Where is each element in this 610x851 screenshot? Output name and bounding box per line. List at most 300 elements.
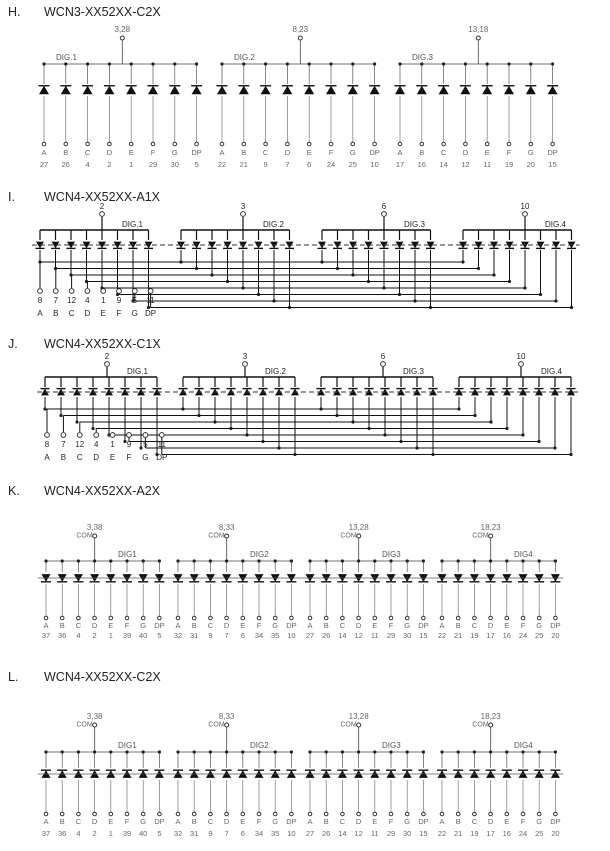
segment-pin-number: 30 <box>170 160 179 169</box>
segment-pin-terminal <box>521 812 525 816</box>
segment-letter-label: C <box>207 817 214 826</box>
segment-diode <box>370 86 380 95</box>
segment-pin-number: 34 <box>254 631 264 640</box>
segment-letter-label: B <box>63 148 69 157</box>
segment-pin-number: 21 <box>454 829 463 838</box>
segment-pin-number: 12 <box>67 296 77 305</box>
segment-pin-number: 20 <box>551 829 560 838</box>
digit-label: DIG.4 <box>545 220 566 229</box>
bus-junction <box>61 750 64 753</box>
bus-junction <box>176 750 179 753</box>
com-word-label: COM <box>76 721 93 729</box>
segment-pin-terminal <box>257 812 261 816</box>
segment-letter-label: F <box>520 621 526 630</box>
segment-pin-number: 25 <box>535 631 544 640</box>
segment-pin-number: 7 <box>224 631 229 640</box>
segment-letter-label: E <box>128 148 134 157</box>
segment-letter-label: F <box>256 817 262 826</box>
com-pin-label: 2 <box>99 202 105 211</box>
com-terminal <box>225 723 229 727</box>
bus-junction <box>125 750 128 753</box>
segment-pin-terminal <box>489 616 493 620</box>
segment-diode <box>61 86 71 95</box>
segment-letter-label: E <box>484 148 490 157</box>
segment-letter-label: D <box>487 817 494 826</box>
segment-diode <box>395 86 405 95</box>
segment-pin-number: 5 <box>143 440 148 449</box>
bus-junction <box>290 559 293 562</box>
segment-pin-number: 32 <box>173 631 183 640</box>
com-terminal <box>357 534 361 538</box>
segment-letter-label: B <box>323 817 329 826</box>
bus-junction <box>176 559 179 562</box>
com-terminal <box>100 212 105 217</box>
bus-junction <box>257 750 260 753</box>
bus-junction <box>241 559 244 562</box>
segment-pin-number: 22 <box>437 829 447 838</box>
section-l-letter: L. <box>8 670 19 684</box>
segment-pin-number: 20 <box>526 160 535 169</box>
segment-pin-number: 1 <box>108 631 113 640</box>
segment-pin-number: 25 <box>348 160 357 169</box>
segment-pin-terminal <box>442 142 446 146</box>
bus-junction <box>225 559 228 562</box>
rail-junction <box>75 420 78 423</box>
com-terminal <box>382 212 387 217</box>
com-pin-label: 10 <box>516 352 526 361</box>
segment-letter-label: D <box>355 621 362 630</box>
segment-pin-number: 10 <box>287 631 296 640</box>
segment-pin-number: 9 <box>263 160 268 169</box>
digit-label: DIG.1 <box>127 367 148 376</box>
segment-pin-number: 11 <box>157 440 166 449</box>
segment-diode <box>148 86 158 95</box>
segment-pin-terminal <box>456 812 460 816</box>
bus-junction <box>108 62 111 65</box>
bus-junction <box>373 750 376 753</box>
bus-junction <box>551 62 554 65</box>
segment-pin-number: 24 <box>518 829 528 838</box>
bus-junction <box>389 750 392 753</box>
segment-letter-label: C <box>75 621 82 630</box>
segment-letter-label: C <box>75 817 82 826</box>
bus-junction <box>457 559 460 562</box>
section-h-letter: H. <box>8 5 21 19</box>
digit-label: DIG.1 <box>122 220 143 229</box>
segment-pin-number: 32 <box>173 829 183 838</box>
segment-pin-terminal <box>373 616 377 620</box>
segment-pin-number: 2 <box>92 631 97 640</box>
segment-pin-terminal <box>505 616 509 620</box>
segment-letter-label: G <box>131 309 138 318</box>
segment-pin-terminal <box>554 812 558 816</box>
segment-pin-terminal <box>485 142 489 146</box>
segment-pin-number: 39 <box>122 631 132 640</box>
segment-diode <box>439 86 449 95</box>
segment-pin-terminal <box>473 812 477 816</box>
segment-pin-number: 29 <box>148 160 158 169</box>
segment-pin-terminal <box>117 289 122 294</box>
segment-letter-label: DP <box>286 621 297 630</box>
segment-pin-terminal <box>341 812 345 816</box>
segment-pin-terminal <box>141 812 145 816</box>
segment-pin-terminal <box>77 812 81 816</box>
segment-pin-number: 19 <box>504 160 514 169</box>
segment-pin-number: 25 <box>535 829 544 838</box>
bus-junction <box>554 559 557 562</box>
bus-junction <box>64 62 67 65</box>
segment-diode <box>526 86 536 95</box>
segment-pin-terminal <box>473 616 477 620</box>
segment-letter-label: A <box>37 309 43 318</box>
segment-pin-terminal <box>109 812 113 816</box>
bus-junction <box>398 62 401 65</box>
segment-pin-number: 14 <box>338 631 347 640</box>
segment-pin-number: 29 <box>386 829 396 838</box>
segment-pin-terminal <box>440 812 444 816</box>
segment-pin-number: 6 <box>307 160 312 169</box>
segment-letter-label: F <box>520 817 526 826</box>
bus-junction <box>420 62 423 65</box>
segment-diode <box>261 86 271 95</box>
segment-pin-terminal <box>264 142 268 146</box>
bus-junction <box>308 750 311 753</box>
segment-letter-label: G <box>527 148 534 157</box>
bus-junction <box>142 559 145 562</box>
segment-letter-label: B <box>241 148 247 157</box>
segment-pin-terminal <box>44 812 48 816</box>
segment-diode <box>217 86 227 95</box>
segment-pin-terminal <box>554 616 558 620</box>
digit-label: DIG.3 <box>404 220 425 229</box>
segment-pin-number: 10 <box>287 829 296 838</box>
segment-pin-terminal <box>273 616 277 620</box>
segment-pin-terminal <box>42 142 46 146</box>
segment-pin-number: 2 <box>92 829 97 838</box>
segment-pin-number: 9 <box>126 440 132 449</box>
com-pin-label: 13,28 <box>348 712 369 721</box>
digit-label: DIG3 <box>382 741 401 750</box>
segment-pin-terminal <box>273 812 277 816</box>
com-pin-label: 8,33 <box>218 712 235 721</box>
bus-junction <box>290 750 293 753</box>
segment-letter-label: G <box>536 817 543 826</box>
segment-letter-label: G <box>536 621 543 630</box>
bus-junction <box>329 62 332 65</box>
segment-pin-terminal <box>341 616 345 620</box>
segment-pin-terminal <box>173 142 177 146</box>
bus-junction <box>505 559 508 562</box>
bus-junction <box>473 750 476 753</box>
section-j-title: WCN4-XX52XX-C1X <box>44 337 161 351</box>
segment-letter-label: F <box>256 621 262 630</box>
segment-pin-number: 35 <box>271 631 280 640</box>
segment-pin-number: 36 <box>58 631 67 640</box>
segment-pin-number: 7 <box>224 829 229 838</box>
segment-pin-terminal <box>241 616 245 620</box>
digit-label: DIG.2 <box>234 53 255 62</box>
rail-junction <box>91 427 94 430</box>
digit-label: DIG.4 <box>541 367 562 376</box>
com-terminal <box>105 362 110 367</box>
segment-pin-number: 14 <box>338 829 347 838</box>
segment-letter-label: A <box>175 621 181 630</box>
segment-letter-label: C <box>76 453 83 462</box>
segment-pin-terminal <box>148 289 153 294</box>
segment-pin-terminal <box>110 433 115 438</box>
com-pin-label: 3,38 <box>86 523 103 532</box>
segment-letter-label: B <box>59 621 65 630</box>
segment-pin-number: 22 <box>217 160 227 169</box>
bus-junction <box>193 559 196 562</box>
com-pin-label: 18,23 <box>480 712 501 721</box>
segment-pin-terminal <box>85 289 90 294</box>
bus-junction <box>93 559 96 562</box>
com-pin-label: 6 <box>380 352 386 361</box>
segment-pin-number: 36 <box>58 829 67 838</box>
segment-pin-terminal <box>143 433 148 438</box>
segment-letter-label: DP <box>550 621 561 630</box>
segment-letter-label: A <box>43 817 49 826</box>
segment-pin-number: 12 <box>75 440 85 449</box>
rail-junction <box>59 414 62 417</box>
segment-pin-terminal <box>420 142 424 146</box>
segment-pin-number: 4 <box>85 160 90 169</box>
segment-pin-terminal <box>521 616 525 620</box>
segment-pin-terminal <box>209 616 213 620</box>
bus-junction <box>422 559 425 562</box>
segment-pin-terminal <box>357 812 361 816</box>
section-k-title: WCN4-XX52XX-A2X <box>44 484 161 498</box>
segment-pin-terminal <box>129 142 133 146</box>
com-terminal <box>381 362 386 367</box>
segment-letter-label: E <box>372 817 378 826</box>
segment-letter-label: DP <box>286 817 297 826</box>
segment-letter-label: D <box>93 453 100 462</box>
segment-diode <box>417 86 427 95</box>
bus-junction <box>151 62 154 65</box>
segment-letter-label: D <box>223 621 230 630</box>
segment-pin-terminal <box>308 812 312 816</box>
bus-junction <box>505 750 508 753</box>
segment-pin-number: 9 <box>208 631 213 640</box>
segment-pin-terminal <box>86 142 90 146</box>
bus-junction <box>457 750 460 753</box>
segment-letter-label: DP <box>154 621 165 630</box>
segment-letter-label: DP <box>418 621 429 630</box>
bus-junction <box>142 750 145 753</box>
segment-pin-number: 2 <box>107 160 112 169</box>
bus-junction <box>489 559 492 562</box>
segment-pin-terminal <box>108 142 112 146</box>
segment-pin-number: 37 <box>41 829 51 838</box>
segment-pin-number: 4 <box>93 440 99 449</box>
bus-junction <box>464 62 467 65</box>
segment-letter-label: D <box>284 148 291 157</box>
segment-letter-label: A <box>175 817 181 826</box>
segment-pin-terminal <box>373 812 377 816</box>
segment-pin-number: 19 <box>470 829 479 838</box>
section-i-letter: I. <box>8 190 15 204</box>
bus-junction <box>538 750 541 753</box>
bus-junction <box>274 750 277 753</box>
segment-pin-number: 7 <box>61 440 66 449</box>
segment-pin-terminal <box>151 142 155 146</box>
segment-letter-label: B <box>455 621 461 630</box>
segment-pin-terminal <box>324 812 328 816</box>
bus-junction <box>257 559 260 562</box>
segment-pin-number: 1 <box>108 829 113 838</box>
segment-diode <box>504 86 514 95</box>
segment-pin-terminal <box>505 812 509 816</box>
segment-diode <box>282 86 292 95</box>
segment-pin-number: 7 <box>285 160 290 169</box>
segment-pin-terminal <box>132 289 137 294</box>
section-h-title: WCN3-XX52XX-C2X <box>44 5 161 19</box>
segment-pin-number: 11 <box>370 631 379 640</box>
segment-letter-label: F <box>124 817 130 826</box>
bus-junction <box>521 750 524 753</box>
bus-junction <box>357 750 360 753</box>
segment-pin-number: 40 <box>139 829 148 838</box>
segment-pin-terminal <box>351 142 355 146</box>
bus-junction <box>473 559 476 562</box>
segment-letter-label: F <box>328 148 334 157</box>
segment-pin-terminal <box>44 616 48 620</box>
segment-letter-label: A <box>44 453 50 462</box>
segment-letter-label: G <box>140 817 147 826</box>
segment-letter-label: A <box>41 148 47 157</box>
segment-pin-terminal <box>373 142 377 146</box>
segment-letter-label: A <box>397 148 403 157</box>
segment-pin-terminal <box>125 616 129 620</box>
com-pin-label: 10 <box>520 202 530 211</box>
com-pin-label: 2 <box>104 352 110 361</box>
segment-pin-number: 9 <box>116 296 122 305</box>
com-pin-label: 18,23 <box>480 523 501 532</box>
com-pin-label: 13,18 <box>468 25 489 34</box>
segment-pin-number: 21 <box>239 160 248 169</box>
segment-letter-label: E <box>100 309 106 318</box>
segment-letter-label: F <box>150 148 156 157</box>
com-pin-label: 8,33 <box>218 523 235 532</box>
com-terminal <box>489 534 493 538</box>
bus-junction <box>86 62 89 65</box>
rail-junction <box>43 407 46 410</box>
segment-letter-label: G <box>272 621 279 630</box>
bus-junction <box>554 750 557 753</box>
segment-pin-terminal <box>77 433 82 438</box>
segment-letter-label: B <box>419 148 425 157</box>
segment-diode <box>326 86 336 95</box>
com-word-label: COM <box>208 532 225 540</box>
segment-pin-terminal <box>93 616 97 620</box>
digit-label: DIG2 <box>250 741 269 750</box>
segment-pin-terminal <box>60 616 64 620</box>
segment-pin-number: 8 <box>37 296 43 305</box>
segment-pin-terminal <box>290 812 294 816</box>
segment-pin-number: 1 <box>100 296 106 305</box>
segment-pin-terminal <box>60 812 64 816</box>
segment-pin-terminal <box>290 616 294 620</box>
segment-letter-label: B <box>191 621 197 630</box>
bus-junction <box>264 62 267 65</box>
bus-junction <box>325 559 328 562</box>
segment-pin-number: 16 <box>417 160 426 169</box>
bus-junction <box>241 750 244 753</box>
segment-pin-number: 15 <box>548 160 557 169</box>
segment-letter-label: A <box>219 148 225 157</box>
segment-pin-terminal <box>195 142 199 146</box>
segment-letter-label: G <box>140 621 147 630</box>
segment-diode <box>170 86 180 95</box>
segment-pin-number: 4 <box>85 296 90 305</box>
segment-letter-label: DP <box>191 148 202 157</box>
segment-pin-number: 29 <box>386 631 396 640</box>
segment-letter-label: B <box>53 309 59 318</box>
bus-junction <box>225 750 228 753</box>
segment-pin-terminal <box>357 616 361 620</box>
segment-pin-terminal <box>45 433 50 438</box>
com-terminal <box>523 212 528 217</box>
bus-junction <box>440 750 443 753</box>
segment-pin-terminal <box>405 812 409 816</box>
segment-pin-terminal <box>77 616 81 620</box>
segment-letter-label: A <box>307 621 313 630</box>
com-terminal <box>225 534 229 538</box>
bus-junction <box>389 559 392 562</box>
com-terminal <box>241 212 246 217</box>
com-pin-label: 3,28 <box>114 25 131 34</box>
segment-letter-label: A <box>43 621 49 630</box>
segment-pin-number: 17 <box>486 829 495 838</box>
segment-pin-number: 31 <box>190 829 199 838</box>
segment-pin-number: 17 <box>395 160 405 169</box>
bus-junction <box>93 750 96 753</box>
segment-letter-label: G <box>142 453 149 462</box>
segment-letter-label: C <box>471 817 478 826</box>
segment-pin-number: 5 <box>194 160 199 169</box>
bus-junction <box>109 559 112 562</box>
com-pin-label: 3 <box>240 202 246 211</box>
segment-letter-label: DP <box>154 817 165 826</box>
segment-pin-number: 14 <box>439 160 448 169</box>
bus-junction <box>440 559 443 562</box>
segment-letter-label: A <box>307 817 313 826</box>
segment-pin-number: 19 <box>470 631 479 640</box>
rail-junction <box>139 446 142 449</box>
segment-pin-terminal <box>422 812 426 816</box>
com-terminal <box>93 534 97 538</box>
segment-pin-terminal <box>225 616 229 620</box>
com-terminal <box>489 723 493 727</box>
bus-junction <box>173 62 176 65</box>
segment-pin-terminal <box>329 142 333 146</box>
segment-pin-terminal <box>209 812 213 816</box>
segment-letter-label: DP <box>156 453 168 462</box>
bus-junction <box>61 559 64 562</box>
segment-letter-label: D <box>106 148 113 157</box>
bus-junction <box>529 62 532 65</box>
bus-junction <box>341 559 344 562</box>
bus-junction <box>42 62 45 65</box>
bus-junction <box>286 62 289 65</box>
segment-letter-label: A <box>439 621 445 630</box>
bus-junction <box>109 750 112 753</box>
segment-pin-terminal <box>422 616 426 620</box>
segment-pin-number: 24 <box>518 631 528 640</box>
segment-pin-number: 34 <box>254 829 264 838</box>
